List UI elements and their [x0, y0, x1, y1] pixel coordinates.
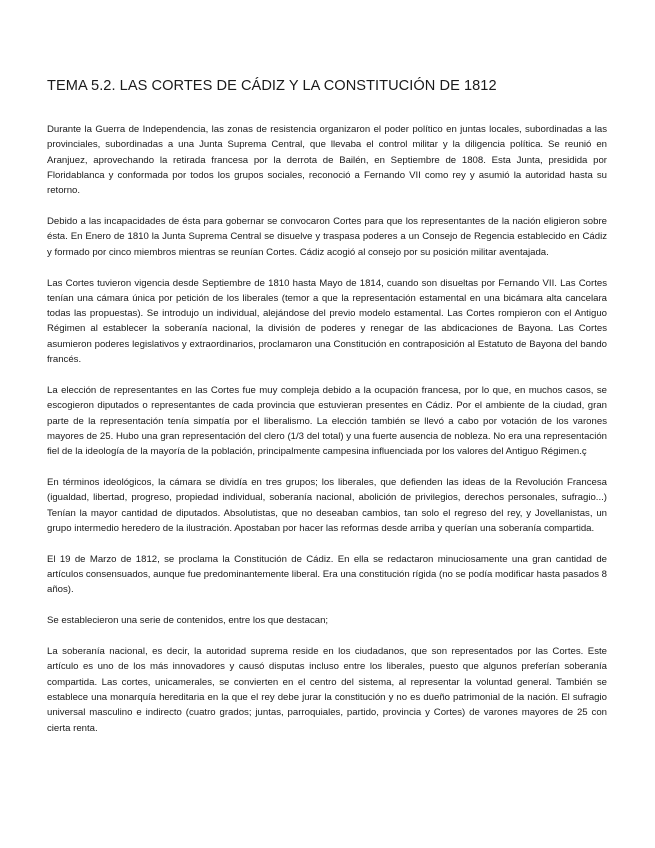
document-title: TEMA 5.2. LAS CORTES DE CÁDIZ Y LA CONSTITUCIÓN DE 1812	[47, 78, 497, 94]
paragraph-eleccion-representantes: La elección de representantes en las Cortes fue muy compleja debido a la ocupación francesa, por lo que, en muchos casos, se escogieron diputados o representantes de cada provincia que estuvieran presentes en Cádiz. Por el ambiente de la ciudad, gran parte de la representación tenía simpatía por el liberalismo. La elección también se llevó a cabo por votación de los varones mayores de 25. Hubo una gran representación del clero (1/3 del total) y una fuerte ausencia de nobleza. No era una representación fiel de la ideología de la mayoría de la población, principalmente campesina influenciada por los valores del Antiguo Régimen.ç	[47, 384, 607, 458]
document-body	[47, 122, 607, 752]
paragraph-proclamacion-constitucion: El 19 de Marzo de 1812, se proclama la Constitución de Cádiz. En ella se redactaron minuciosamente una gran cantidad de artículos consensuados, aunque fue predominantemente liberal. Era una constitución rígida (no se podía modificar hasta pasados 8 años).	[47, 553, 607, 596]
paragraph-vigencia-cortes: Las Cortes tuvieron vigencia desde Septiembre de 1810 hasta Mayo de 1814, cuando son disueltas por Fernando VII. Las Cortes tenían una cámara única por petición de los liberales (temor a que la representación estamental en una bicámara alta cancelara todas las propuestas). Se introdujo un individual, alejándose del previo modelo estamental. Las Cortes rompieron con el Antiguo Régimen al establecer la soberanía nacional, la división de poderes y renegar de las abdicaciones de Bayona. Las Cortes asumieron poderes legislativos y extraordinarios, proclamaron una Constitución en contraposición al Estatuto de Bayona del bando francés.	[47, 277, 607, 366]
paragraph-junta-suprema: Durante la Guerra de Independencia, las zonas de resistencia organizaron el poder político en juntas locales, subordinadas a las provinciales, subordinadas a una Junta Suprema Central, que llevaba el control militar y la diligencia política. Se reunió en Aranjuez, aprovechando la retirada francesa por la derrota de Bailén, en Septiembre de 1808. Esta Junta, presidida por Floridablanca y conformada por todos los grupos sociales, reconoció a Fernando VII como rey y asumió la autoridad hasta su retorno.	[47, 124, 607, 197]
paragraph-grupos-ideologicos: En términos ideológicos, la cámara se dividía en tres grupos; los liberales, que defienden las ideas de la Revolución Francesa (igualdad, libertad, progreso, propiedad individual, soberanía nacional, abolición de privilegios, derechos personales, sufragio...) Tenían la mayor cantidad de diputados. Absolutistas, que no deseaban cambios, tan solo el regreso del rey, y Jovellanistas, un grupo intermedio heredero de la ilustración. Apostaban por hacer las reformas desde arriba y querían una soberanía compartida.	[47, 477, 607, 534]
paragraph-soberania-nacional: La soberanía nacional, es decir, la autoridad suprema reside en los ciudadanos, que son representados por las Cortes. Este artículo es uno de los más innovadores y causó disputas incluso entre los liberales, puesto que algunos preferían soberanía compartida. Las cortes, unicamerales, se convierten en el centro del sistema, al representar la voluntad general. También se establece una monarquía hereditaria en la que el rey debe jurar la constitución y no es dueño patrimonial de la nación. El sufragio universal masculino e indirecto (cuatro grados; juntas, parroquiales, partido, provincia y Cortes) de varones mayores de 25 con cierta renta.	[47, 646, 607, 734]
paragraph-contenidos-intro: Se establecieron una serie de contenidos, entre los que destacan;	[47, 615, 329, 627]
paragraph-consejo-regencia: Debido a las incapacidades de ésta para gobernar se convocaron Cortes para que los representantes de la nación eligieron sobre ésta. En Enero de 1810 la Junta Suprema Central se disuelve y traspasa poderes a un Consejo de Regencia establecido en Cádiz y formado por cinco miembros mientras se reunían Cortes. Cádiz acogió al consejo por su posición militar aventajada.	[47, 216, 607, 258]
